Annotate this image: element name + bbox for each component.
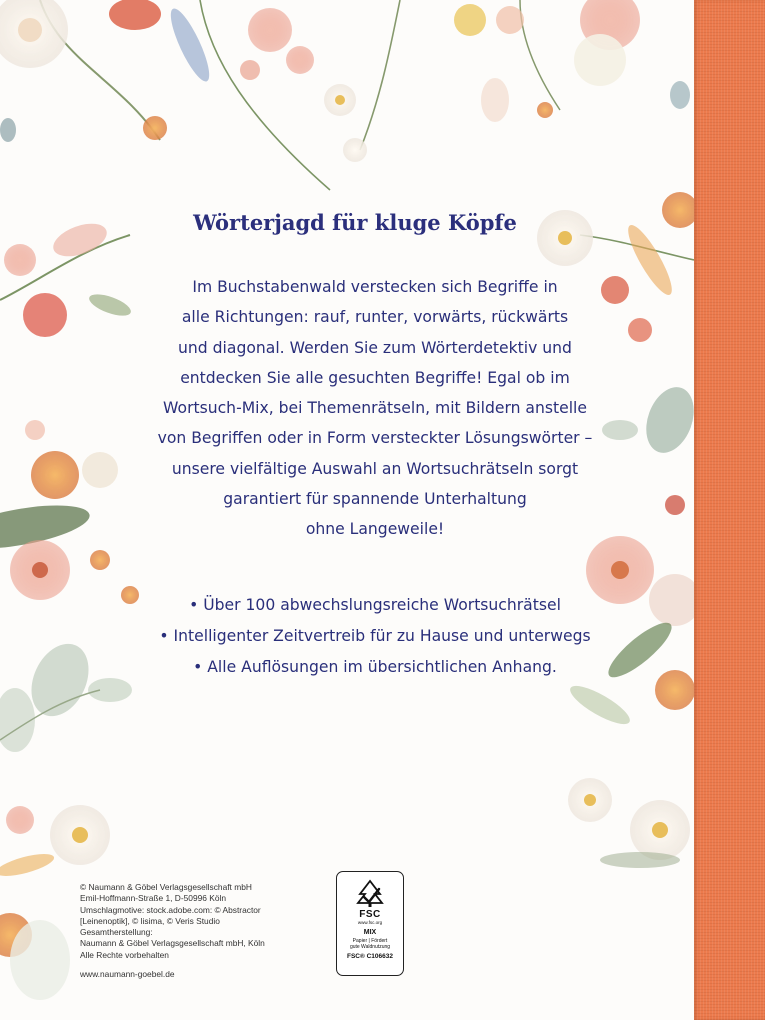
book-spine [694,0,765,1020]
fsc-brand: FSC [359,909,381,920]
fsc-url: www.fsc.org [357,920,383,925]
feature-item: • Intelligenter Zeitvertreib für zu Hause und unterwegs [159,627,591,645]
description-line: garantiert für spannende Unterhaltung [223,490,527,509]
feature-item: • Alle Auflösungen im übersichtlichen Anhang. [193,658,557,676]
fsc-description-line: gute Waldnutzung [349,944,391,950]
description-line: entdecken Sie alle gesuchten Begriffe! Egal ob im [180,368,570,387]
fsc-description [337,938,403,950]
description-line: Wortsuch-Mix, bei Themenrätseln, mit Bildern anstelle [163,399,587,418]
imprint-line: Gesamtherstellung: [80,927,153,938]
imprint-line: Naumann & Göbel Verlagsgesellschaft mbH, Köln [80,938,265,949]
fsc-description-line: Papier | Fördert [352,938,388,944]
imprint-line: Alle Rechte vorbehalten [80,949,169,960]
description-line: unsere vielfältige Auswahl an Wortsuchrätseln sorgt [171,459,579,478]
feature-list [110,590,640,683]
imprint-line: [Leinenoptik], © lisima, © Veris Studio [80,915,220,926]
fsc-mix-label: MIX [363,929,377,936]
description-text [110,272,640,545]
fsc-code: FSC® C106632 [347,953,393,960]
feature-item: • Über 100 abwechslungsreiche Wortsuchrätsel [189,596,561,614]
publisher-imprint [80,882,320,980]
description-line: von Begriffen oder in Form versteckter Lösungswörter – [157,429,593,448]
description-line: ohne Langeweile! [305,520,445,539]
fsc-tree-check-icon [351,878,389,908]
imprint-line: Umschlagmotive: stock.adobe.com: © Abstractor [80,904,261,915]
description-line: Im Buchstabenwald verstecken sich Begriffe in [192,278,558,296]
description-line: alle Richtungen: rauf, runter, vorwärts, rückwärts [181,308,569,327]
fsc-label [336,871,404,976]
imprint-line: Emil-Hoffmann-Straße 1, D-50996 Köln [80,893,227,904]
description-line: und diagonal. Werden Sie zum Wörterdetektiv und [178,338,572,357]
imprint-line: © Naumann & Göbel Verlagsgesellschaft mbH [80,882,252,892]
cover-title: Wörterjagd für kluge Köpfe [193,210,517,235]
publisher-website: www.naumann-goebel.de [80,969,175,980]
